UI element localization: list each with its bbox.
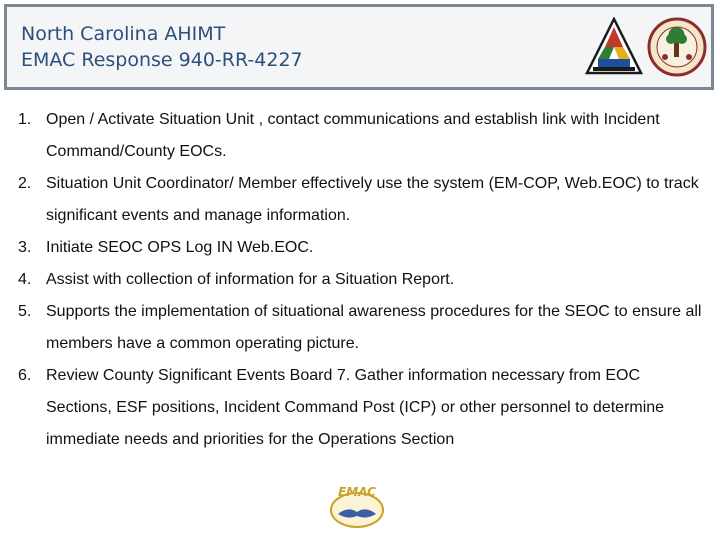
- task-item-6: [14, 360, 708, 456]
- title-line-2: EMAC Response 940-RR-4227: [21, 49, 303, 71]
- task-item-3: [14, 232, 708, 264]
- page-title: [21, 21, 303, 73]
- task-item-5: [14, 296, 708, 360]
- task-number: 2.: [18, 175, 32, 192]
- task-list: [14, 104, 708, 456]
- task-item-2: [14, 168, 708, 232]
- title-banner: [4, 4, 714, 90]
- task-number: 5.: [18, 303, 32, 320]
- task-text: Situation Unit Coordinator/ Member effectively use the system (EM-COP, Web.EOC) to track significant events and manage information.: [46, 175, 699, 224]
- task-text: Assist with collection of information for a Situation Report.: [46, 271, 455, 288]
- task-item-4: [14, 264, 708, 296]
- nc-state-seal-logo-icon: [647, 17, 707, 77]
- emac-handshake-logo-icon: [328, 480, 386, 530]
- task-item-1: [14, 104, 708, 168]
- task-text: Review County Significant Events Board 7. Gather information necessary from EOC Sections, ESF positions, Incident Command Post (ICP) or other personnel to determine immediate needs and priorities for the Operations Section: [46, 367, 665, 448]
- task-text: Supports the implementation of situational awareness procedures for the SEOC to ensure all members have a common operating picture.: [46, 303, 702, 352]
- task-number: 1.: [18, 111, 32, 128]
- ahimt-triangle-logo-icon: [585, 17, 643, 79]
- task-text: Open / Activate Situation Unit , contact communications and establish link with Incident Command/County EOCs.: [46, 111, 660, 160]
- task-number: 6.: [18, 367, 32, 384]
- task-text: Initiate SEOC OPS Log IN Web.EOC.: [46, 239, 314, 256]
- task-number: 4.: [18, 271, 32, 288]
- title-line-1: North Carolina AHIMT: [21, 23, 226, 45]
- emac-logo-text: EMAC: [338, 485, 376, 499]
- task-number: 3.: [18, 239, 32, 256]
